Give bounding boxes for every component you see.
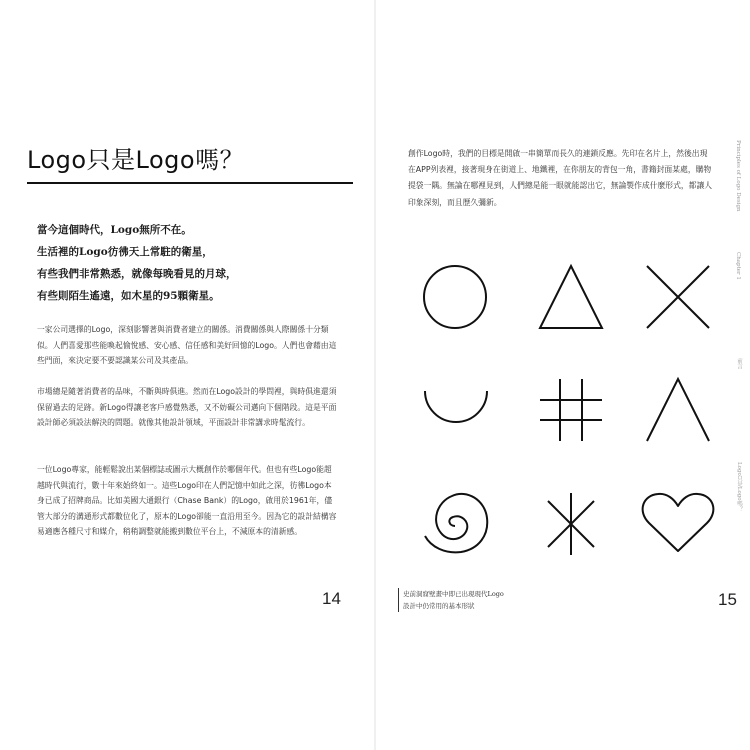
hash-shape <box>540 379 602 441</box>
page-number-left: 14 <box>322 589 341 608</box>
heart-shape <box>643 494 714 551</box>
right-paragraph: 創作Logo時，我們的目標是開啟一串簡單而長久的連鎖反應。先印在名片上，然後出現在APP列表裡，接著現身在街道上、地鐵裡，在你朋友的背包一角，書籍封面某處，購物提袋一隅。無論在哪裡見到，人們總是能一眼就能認出它，無論製作成什麼形式，都讓人印象深刻，而且歷久彌新。 <box>408 149 713 207</box>
chevron-up-shape <box>647 379 709 441</box>
circle-shape <box>424 266 486 328</box>
title-underline <box>27 182 353 184</box>
intro-line: 生活裡的Logo彷彿天上常駐的衛星， <box>37 246 213 258</box>
intro-line: 有些則陌生遙遠，如木星的95顆衛星。 <box>37 290 220 302</box>
asterisk-shape <box>548 493 594 555</box>
intro-line: 有些我們非常熟悉，就像每晚看見的月球， <box>37 268 237 280</box>
smile-arc-shape <box>425 391 487 422</box>
page-number-right: 15 <box>718 590 737 609</box>
basic-shapes-grid <box>375 0 750 750</box>
body-paragraph: 市場總是隨著消費者的品味，不斷與時俱進。然而在Logo設計的學問裡，與時俱進還須保留過去的足跡。新Logo得讓老客戶感覺熟悉，又不妨礙公司邁向下個階段。這是平面設計師必須設法解決的問題。就像其他設計領域，平面設計非常講求時髦流行。 <box>37 387 337 427</box>
caption-line: 設計中仍常用的基本形狀 <box>403 602 475 610</box>
triangle-shape <box>540 266 602 328</box>
spiral-shape <box>425 494 487 552</box>
running-head-english: Principles of Logo Design <box>735 140 741 212</box>
body-paragraph: 一家公司選擇的Logo，深刻影響著與消費者建立的關係。消費關係與人際關係十分類似。人們喜愛那些能喚起愉悅感、安心感、信任感和美好回憶的Logo。人們也會藉由這些門面，來決定要不要認識某公司及其產品。 <box>37 325 337 365</box>
intro-line: 當今這個時代，Logo無所不在。 <box>37 224 192 236</box>
page-title: Logo只是Logo嗎？ <box>27 146 245 174</box>
running-head-title: Logo只是Logo嗎？ <box>736 462 742 512</box>
body-paragraph: 一位Logo專家，能輕鬆說出某個標誌或圖示大概創作於哪個年代。但也有些Logo能超越時代與流行，數十年來始終如一。這些Logo印在人們記憶中如此之深，彷彿Logo本身已成了招牌商品。比如美國大通銀行（Chase Bank）的Logo，啟用於1961年，儘管大部分的溝通形式都數位化了，原本的Logo卻能一直沿用至今。因為它的設計結構容易適應各種尺寸和媒介，稍稍調整就能搬到數位平台上，不減原本的清新感。 <box>37 465 337 536</box>
caption-line: 史前洞窟壁畫中即已出現現代Logo <box>403 590 504 598</box>
running-head-section: 前言 <box>736 358 742 369</box>
running-head-chapter: Chapter 1 <box>735 252 741 280</box>
x-cross-shape <box>647 266 709 328</box>
figure-caption <box>398 588 504 612</box>
intro-poem <box>37 219 337 307</box>
